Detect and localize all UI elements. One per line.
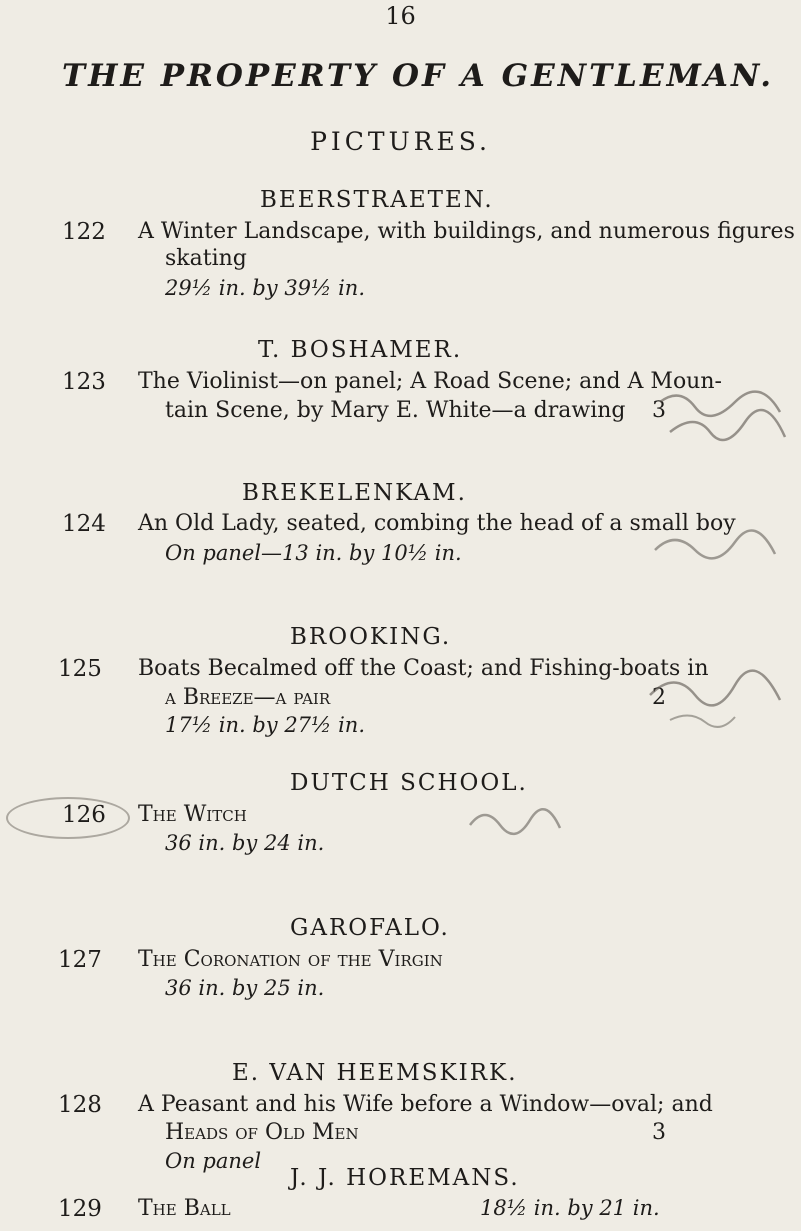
lot-number: 126: [62, 802, 106, 828]
running-head: THE PROPERTY OF A GENTLEMAN.: [62, 58, 775, 94]
handwritten-annotation: [650, 372, 800, 462]
lot-number: 129: [58, 1196, 102, 1222]
lot-dimensions: 29½ in. by 39½ in.: [165, 276, 365, 300]
handwritten-annotation: [460, 795, 570, 845]
artist-name: GAROFALO.: [290, 915, 450, 941]
artist-name: DUTCH SCHOOL.: [290, 770, 528, 796]
artist-name: J. J. HOREMANS.: [290, 1165, 520, 1191]
lot-dimensions: 18½ in. by 21 in.: [480, 1196, 660, 1220]
lot-number: 125: [58, 656, 102, 682]
lot-description-cont: tain Scene, by Mary E. White—a drawing: [165, 398, 626, 423]
lot-description: The Violinist—on panel; A Road Scene; and A Moun-: [138, 369, 722, 394]
lot-description: A Winter Landscape, with buildings, and numerous figures: [138, 219, 795, 244]
handwritten-annotation: [640, 655, 790, 735]
lot-dimensions: 36 in. by 25 in.: [165, 976, 325, 1000]
lot-number: 123: [62, 369, 106, 395]
lot-dimensions: On panel—13 in. by 10½ in.: [165, 541, 462, 565]
lot-number: 124: [62, 511, 106, 537]
lot-quantity: 2: [652, 685, 666, 710]
lot-number: 128: [58, 1092, 102, 1118]
lot-description: The Witch: [138, 802, 247, 827]
lot-description-cont: a Breeze—a pair: [165, 685, 331, 710]
lot-description-cont: Heads of Old Men: [165, 1120, 359, 1145]
artist-name: T. BOSHAMER.: [258, 337, 463, 363]
artist-name: BREKELENKAM.: [242, 480, 467, 506]
artist-name: BROOKING.: [290, 624, 452, 650]
page-number: 16: [385, 2, 416, 30]
handwritten-annotation: [640, 515, 790, 585]
lot-dimensions: On panel: [165, 1149, 262, 1173]
artist-name: E. VAN HEEMSKIRK.: [232, 1060, 518, 1086]
section-title: PICTURES.: [310, 127, 491, 156]
lot-description: An Old Lady, seated, combing the head of a small boy: [138, 511, 736, 536]
lot-description-cont: skating: [165, 246, 247, 271]
lot-dimensions: 17½ in. by 27½ in.: [165, 713, 365, 737]
lot-description: The Ball: [138, 1196, 231, 1221]
lot-dimensions: 36 in. by 24 in.: [165, 831, 325, 855]
lot-description: Boats Becalmed off the Coast; and Fishing-boats in: [138, 656, 709, 681]
lot-quantity: 3: [652, 398, 666, 423]
lot-number: 127: [58, 947, 102, 973]
artist-name: BEERSTRAETEN.: [260, 187, 494, 213]
lot-description: The Coronation of the Virgin: [138, 947, 443, 972]
lot-quantity: 3: [652, 1120, 666, 1145]
lot-description: A Peasant and his Wife before a Window—oval; and: [138, 1092, 713, 1117]
lot-number: 122: [62, 219, 106, 245]
